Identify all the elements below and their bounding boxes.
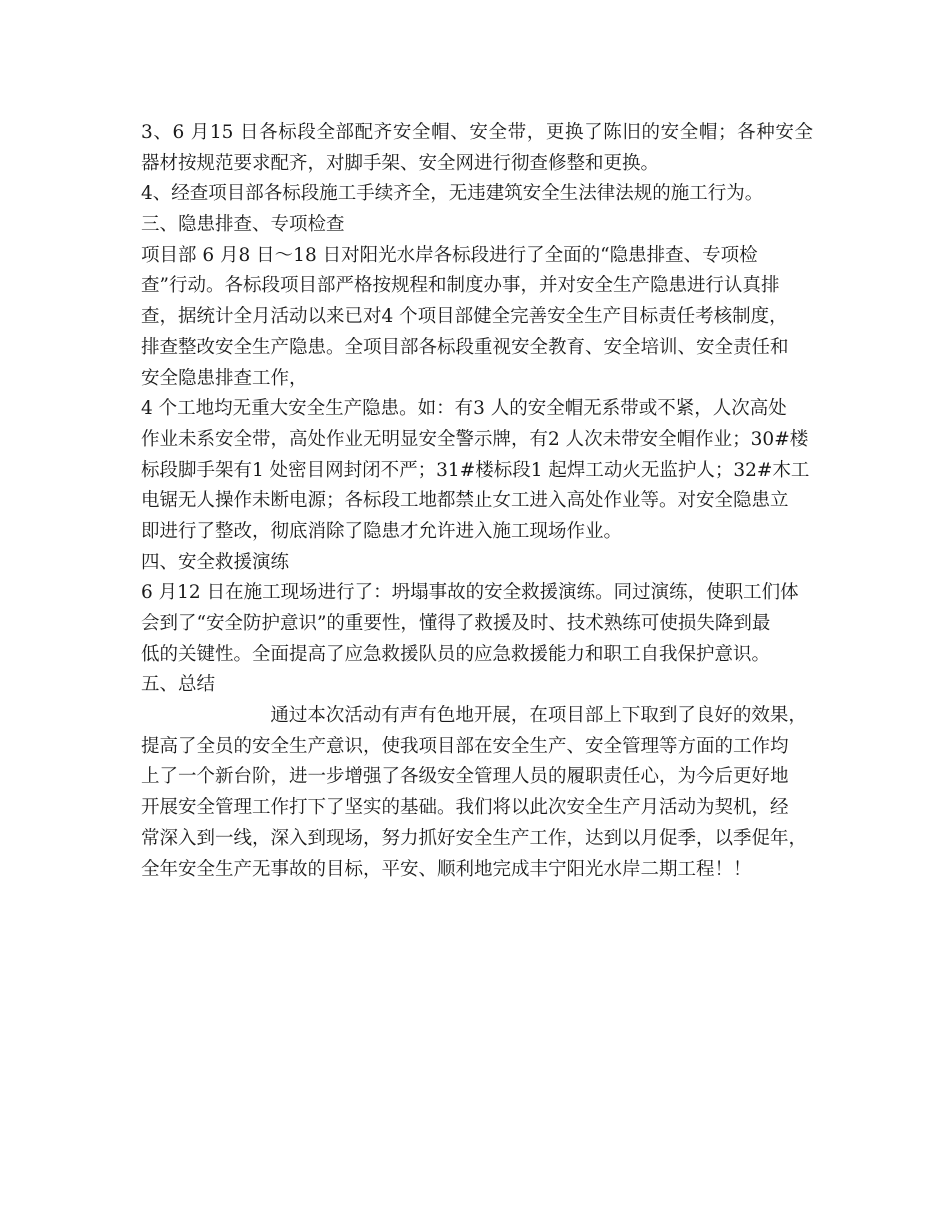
text-line: 6 月12 日在施工现场进行了：坍塌事故的安全救援演练。同过演练，使职工们体 (141, 582, 799, 604)
text-line: 查”行动。各标段项目部严格按规程和制度办事，并对安全生产隐患进行认真排 (141, 275, 780, 297)
text-line: 三、隐患排查、专项检查 (141, 214, 345, 236)
text-line: 排查整改安全生产隐患。全项目部各标段重视安全教育、安全培训、安全责任和 (141, 336, 789, 358)
text-line: 四、安全救援演练 (141, 551, 290, 573)
text-line: 4 个工地均无重大安全生产隐患。如：有3 人的安全帽无系带或不紧，人次高处 (141, 398, 787, 420)
text-line: 五、总结 (141, 674, 216, 696)
text-line: 常深入到一线，深入到现场，努力抓好安全生产工作，达到以月促季，以季促年， (141, 827, 808, 849)
text-line: 查，据统计全月活动以来已对4 个项目部健全完善安全生产目标责任考核制度， (141, 306, 788, 328)
text-line: 安全隐患排查工作， (141, 367, 308, 389)
text-line: 电锯无人操作未断电源；各标段工地都禁止女工进入高处作业等。对安全隐患立 (141, 490, 789, 512)
text-line: 全年安全生产无事故的目标，平安、顺利地完成丰宁阳光水岸二期工程！！ (141, 858, 752, 880)
text-line: 作业未系安全带，高处作业无明显安全警示牌，有2 人次未带安全帽作业；30#楼 (141, 428, 809, 450)
text-line: 器材按规范要求配齐，对脚手架、安全网进行彻查修整和更换。 (141, 152, 660, 174)
text-line: 3、6 月15 日各标段全部配齐安全帽、安全带，更换了陈旧的安全帽；各种安全 (141, 122, 813, 143)
text-line: 标段脚手架有1 处密目网封闭不严；31#楼标段1 起焊工动火无监护人；32#木工 (141, 459, 810, 481)
text-line: 即进行了整改，彻底消除了隐患才允许进入施工现场作业。 (141, 520, 623, 542)
text-line: 低的关键性。全面提高了应急救援队员的应急救援能力和职工自我保护意识。 (141, 643, 771, 665)
text-line: 通过本次活动有声有色地开展，在项目部上下取到了良好的效果， (141, 705, 807, 727)
text-line: 开展安全管理工作打下了坚实的基础。我们将以此次安全生产月活动为契机，经 (141, 797, 789, 819)
text-line: 会到了“安全防护意识”的重要性，懂得了救援及时、技术熟练可使损失降到最 (141, 613, 771, 634)
text-line: 提高了全员的安全生产意识，使我项目部在安全生产、安全管理等方面的工作均 (141, 735, 789, 757)
document-body (141, 118, 813, 885)
text-line: 4、经查项目部各标段施工手续齐全，无违建筑安全生法律法规的施工行为。 (141, 183, 764, 205)
text-line: 项目部 6 月8 日～18 日对阳光水岸各标段进行了全面的“隐患排查、专项检 (141, 244, 758, 266)
text-line: 上了一个新台阶，进一步增强了各级安全管理人员的履职责任心，为今后更好地 (141, 766, 789, 788)
